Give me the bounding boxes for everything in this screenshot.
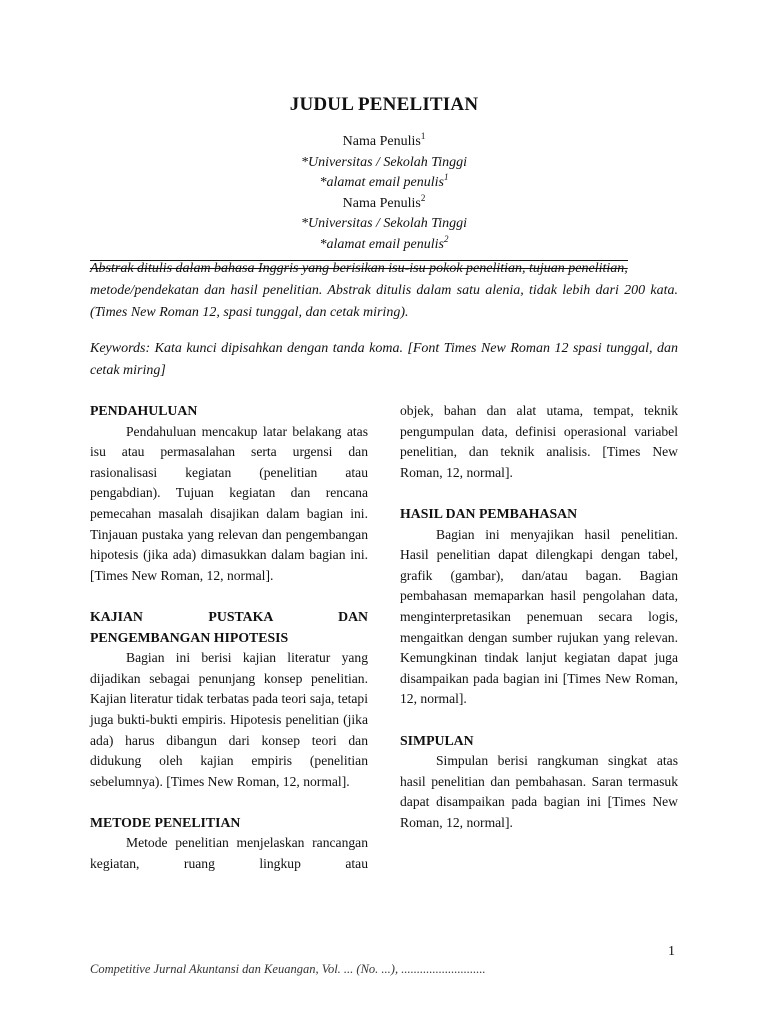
body-simpulan: Simpulan berisi rangkuman singkat atas hasil penelitian dan pembahasan. Saran termasuk dapat disampaikan pada bagian ini [Times New Roman, 12, normal].	[400, 753, 678, 830]
page-number: 1	[668, 944, 675, 959]
author-affiliation-2: *Universitas / Sekolah Tinggi	[300, 216, 468, 232]
author-name-1: Nama Penulis$^1$	[342, 131, 426, 149]
keywords: Keywords: Kata kunci dipisahkan dengan tanda koma. [Font Times New Roman 12 spasi tunggal, dan cetak miring]	[90, 341, 678, 378]
body-metode-continued: objek, bahan dan alat utama, tempat, teknik pengumpulan data, definisi operasional variabel penelitian, dan teknik analisis. [Times New Roman, 12, normal].	[400, 403, 678, 480]
body-pendahuluan: Pendahuluan mencakup latar belakang atas isu atau permasalahan serta urgensi dan rasionalisasi kegiatan (penelitian atau pengabdian). Tujuan kegiatan dan rencana pemecahan masalah disajikan dalam bagian ini. Tinjauan pustaka yang relevan dan pengembangan hipotesis (jika ada) dimasukkan dalam bagian ini. [Times New Roman, 12, normal].	[90, 423, 368, 583]
body-metode: Metode penelitian menjelaskan rancangan kegiatan, ruang lingkup atau	[90, 835, 368, 872]
abstract-text: metode/pendekatan dan hasil penelitian. Abstrak ditulis dalam satu alenia, tidak lebih dari 200 kata. (Times New Roman 12, spasi tunggal, dan cetak miring).	[90, 283, 678, 320]
right-column	[400, 401, 678, 833]
heading-kajian-line2: PENGEMBANGAN HIPOTESIS	[90, 629, 289, 645]
abstract-first-line: Abstrak ditulis dalam bahasa Inggris yang berisikan isu-isu pokok penelitian, tujuan penelitian,	[90, 261, 628, 276]
left-column	[90, 401, 368, 875]
author-block	[0, 132, 768, 256]
author-email-2: *alamat email penulis$^2$	[319, 233, 449, 252]
heading-metode: METODE PENELITIAN	[90, 814, 241, 830]
author-email-1: *alamat email penulis$^1$	[319, 172, 449, 191]
abstract	[90, 258, 678, 324]
heading-simpulan: SIMPULAN	[400, 732, 474, 748]
heading-pendahuluan: PENDAHULUAN	[90, 403, 198, 418]
author-affiliation-1: *Universitas / Sekolah Tinggi	[300, 154, 468, 170]
heading-hasil: HASIL DAN PEMBAHASAN	[400, 505, 578, 521]
journal-footer: Competitive Jurnal Akuntansi dan Keuangan, Vol. ... (No. ...), ...........................	[90, 962, 486, 976]
page-title: JUDUL PENELITIAN	[289, 94, 479, 115]
body-hasil: Bagian ini menyajikan hasil penelitian. Hasil penelitian dapat dilengkapi dengan tabel, grafik (gambar), dan/atau bagan. Bagian pembahasan memaparkan hasil pengolahan data, menginterpretasikan penemuan secara logis, mengaitkan dengan sumber rujukan yang relevan. Kemungkinan tindak lanjut kegiatan dapat juga disampaikan pada bagian ini [Times New Roman, 12, normal].	[400, 526, 678, 707]
heading-kajian-line1: KAJIAN PUSTAKA DAN	[90, 608, 368, 624]
author-name-2: Nama Penulis$^2$	[342, 192, 426, 211]
body-kajian: Bagian ini berisi kajian literatur yang dijadikan sebagai penunjang konsep penelitian. Kajian literatur tidak terbatas pada teori saja, tetapi juga bukti-bukti empiris. Hipotesis penelitian (jika ada) harus dibangun dari konsep teori dan didukung oleh kajian empiris (penelitian sebelumnya). [Times New Roman, 12, normal].	[90, 650, 368, 789]
